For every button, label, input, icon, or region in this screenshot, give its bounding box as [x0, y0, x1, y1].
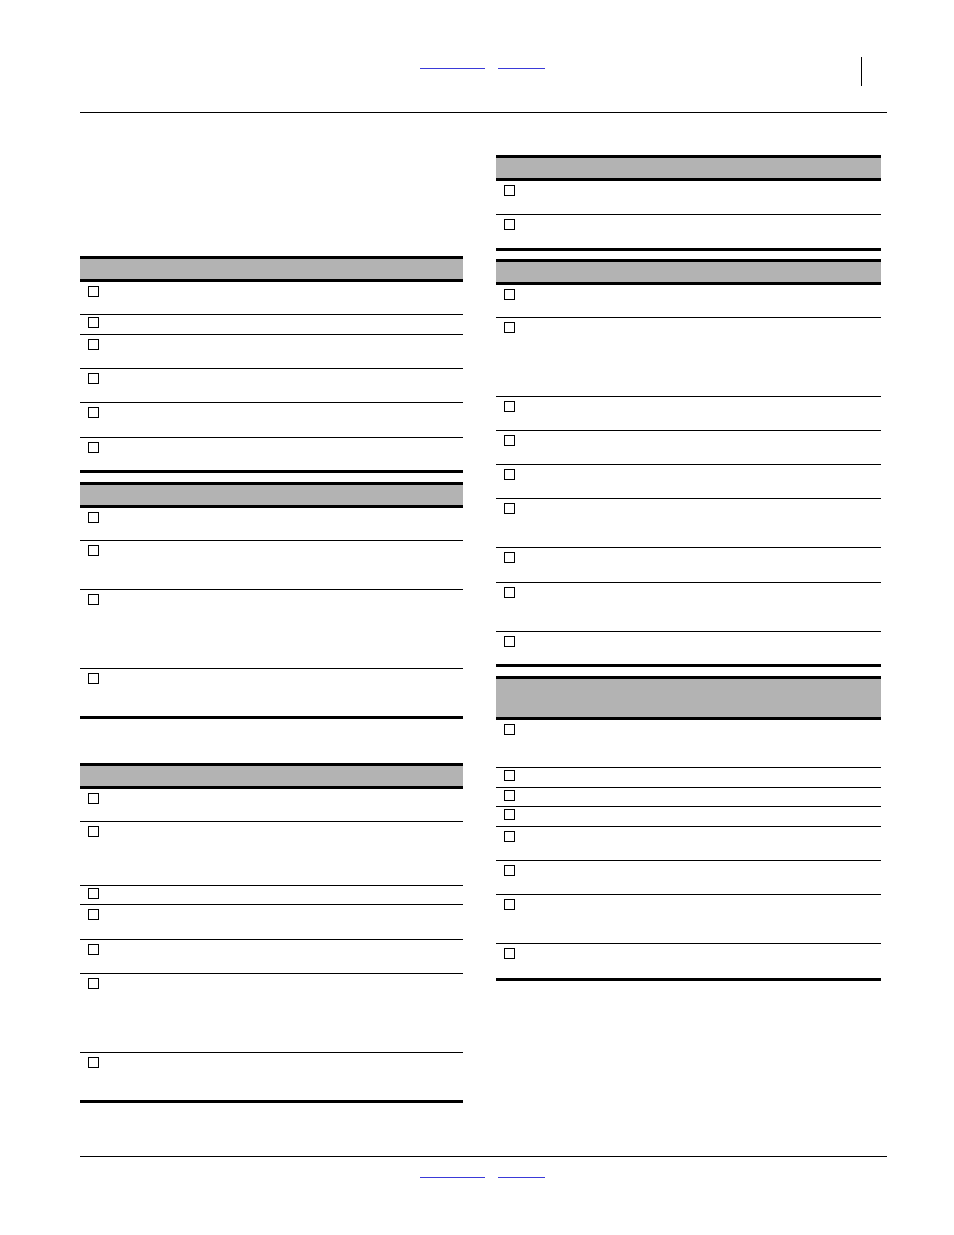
- checklist-item: [80, 1052, 463, 1100]
- checklist-heading: [496, 259, 881, 285]
- checklist-item: [80, 789, 463, 821]
- checklist-item: [496, 720, 881, 767]
- checkbox[interactable]: [88, 407, 99, 418]
- checkbox[interactable]: [504, 185, 515, 196]
- checkbox[interactable]: [504, 724, 515, 735]
- checklist-item: [496, 214, 881, 248]
- checklist-item: [80, 973, 463, 1052]
- checklist-item: [496, 430, 881, 464]
- checkbox[interactable]: [88, 793, 99, 804]
- checklist-item: [496, 631, 881, 664]
- header-rule: [80, 112, 887, 113]
- checkbox[interactable]: [88, 826, 99, 837]
- checkbox[interactable]: [504, 587, 515, 598]
- checklist-left-2: [80, 482, 463, 719]
- checklist-item: [80, 508, 463, 540]
- checklist-item: [80, 668, 463, 716]
- checklist-item: [496, 498, 881, 547]
- checklist-item: [80, 282, 463, 314]
- checkbox[interactable]: [504, 899, 515, 910]
- checkbox[interactable]: [88, 442, 99, 453]
- checklist-item: [80, 334, 463, 368]
- checklist-item: [496, 943, 881, 978]
- checkbox[interactable]: [88, 909, 99, 920]
- checkbox[interactable]: [504, 948, 515, 959]
- checkbox[interactable]: [88, 888, 99, 899]
- footer-link-right[interactable]: [498, 1176, 545, 1178]
- checkbox[interactable]: [504, 289, 515, 300]
- checklist-item: [80, 540, 463, 589]
- checklist-item: [80, 821, 463, 885]
- checkbox[interactable]: [88, 373, 99, 384]
- checklist-item: [496, 317, 881, 396]
- checklist-item: [80, 885, 463, 904]
- header-link-left[interactable]: [420, 67, 485, 69]
- checkbox[interactable]: [504, 435, 515, 446]
- checklist-item: [80, 368, 463, 402]
- checklist-item: [496, 787, 881, 806]
- checklist-item: [496, 464, 881, 498]
- checkbox[interactable]: [88, 594, 99, 605]
- checklist-item: [496, 396, 881, 430]
- checkbox[interactable]: [88, 339, 99, 350]
- checklist-item: [496, 181, 881, 214]
- checklist-right-3: [496, 676, 881, 981]
- checklist-item: [496, 285, 881, 317]
- header-link-right[interactable]: [498, 67, 545, 69]
- checkbox[interactable]: [504, 322, 515, 333]
- change-bar: [861, 57, 862, 86]
- checklist-heading: [80, 482, 463, 508]
- checkbox[interactable]: [504, 636, 515, 647]
- checklist-item: [496, 860, 881, 894]
- checklist-heading: [80, 256, 463, 282]
- checklist-item: [80, 402, 463, 437]
- checkbox[interactable]: [88, 512, 99, 523]
- checklist-heading: [496, 155, 881, 181]
- checklist-left-1: [80, 256, 463, 473]
- checklist-right-1: [496, 155, 881, 251]
- checklist-item: [496, 547, 881, 582]
- checkbox[interactable]: [504, 401, 515, 412]
- footer-rule: [80, 1156, 887, 1157]
- checklist-item: [80, 589, 463, 668]
- checkbox[interactable]: [504, 831, 515, 842]
- checkbox[interactable]: [88, 944, 99, 955]
- checkbox[interactable]: [88, 978, 99, 989]
- checkbox[interactable]: [504, 809, 515, 820]
- checkbox[interactable]: [504, 552, 515, 563]
- checkbox[interactable]: [88, 1057, 99, 1068]
- checkbox[interactable]: [504, 865, 515, 876]
- checklist-left-3: [80, 763, 463, 1103]
- checklist-heading: [80, 763, 463, 789]
- checklist-item: [496, 806, 881, 826]
- checkbox[interactable]: [88, 286, 99, 297]
- checklist-item: [80, 437, 463, 470]
- checkbox[interactable]: [88, 673, 99, 684]
- checklist-item: [496, 582, 881, 631]
- footer-link-left[interactable]: [420, 1176, 485, 1178]
- checklist-item: [496, 767, 881, 787]
- checkbox[interactable]: [88, 317, 99, 328]
- checklist-item: [80, 904, 463, 939]
- checklist-item: [80, 939, 463, 973]
- checkbox[interactable]: [504, 219, 515, 230]
- checkbox[interactable]: [504, 469, 515, 480]
- checklist-right-2: [496, 259, 881, 667]
- checklist-heading: [496, 676, 881, 720]
- checkbox[interactable]: [504, 770, 515, 781]
- checkbox[interactable]: [504, 503, 515, 514]
- checkbox[interactable]: [88, 545, 99, 556]
- checklist-item: [80, 314, 463, 334]
- checklist-item: [496, 826, 881, 860]
- checkbox[interactable]: [504, 790, 515, 801]
- checklist-item: [496, 894, 881, 943]
